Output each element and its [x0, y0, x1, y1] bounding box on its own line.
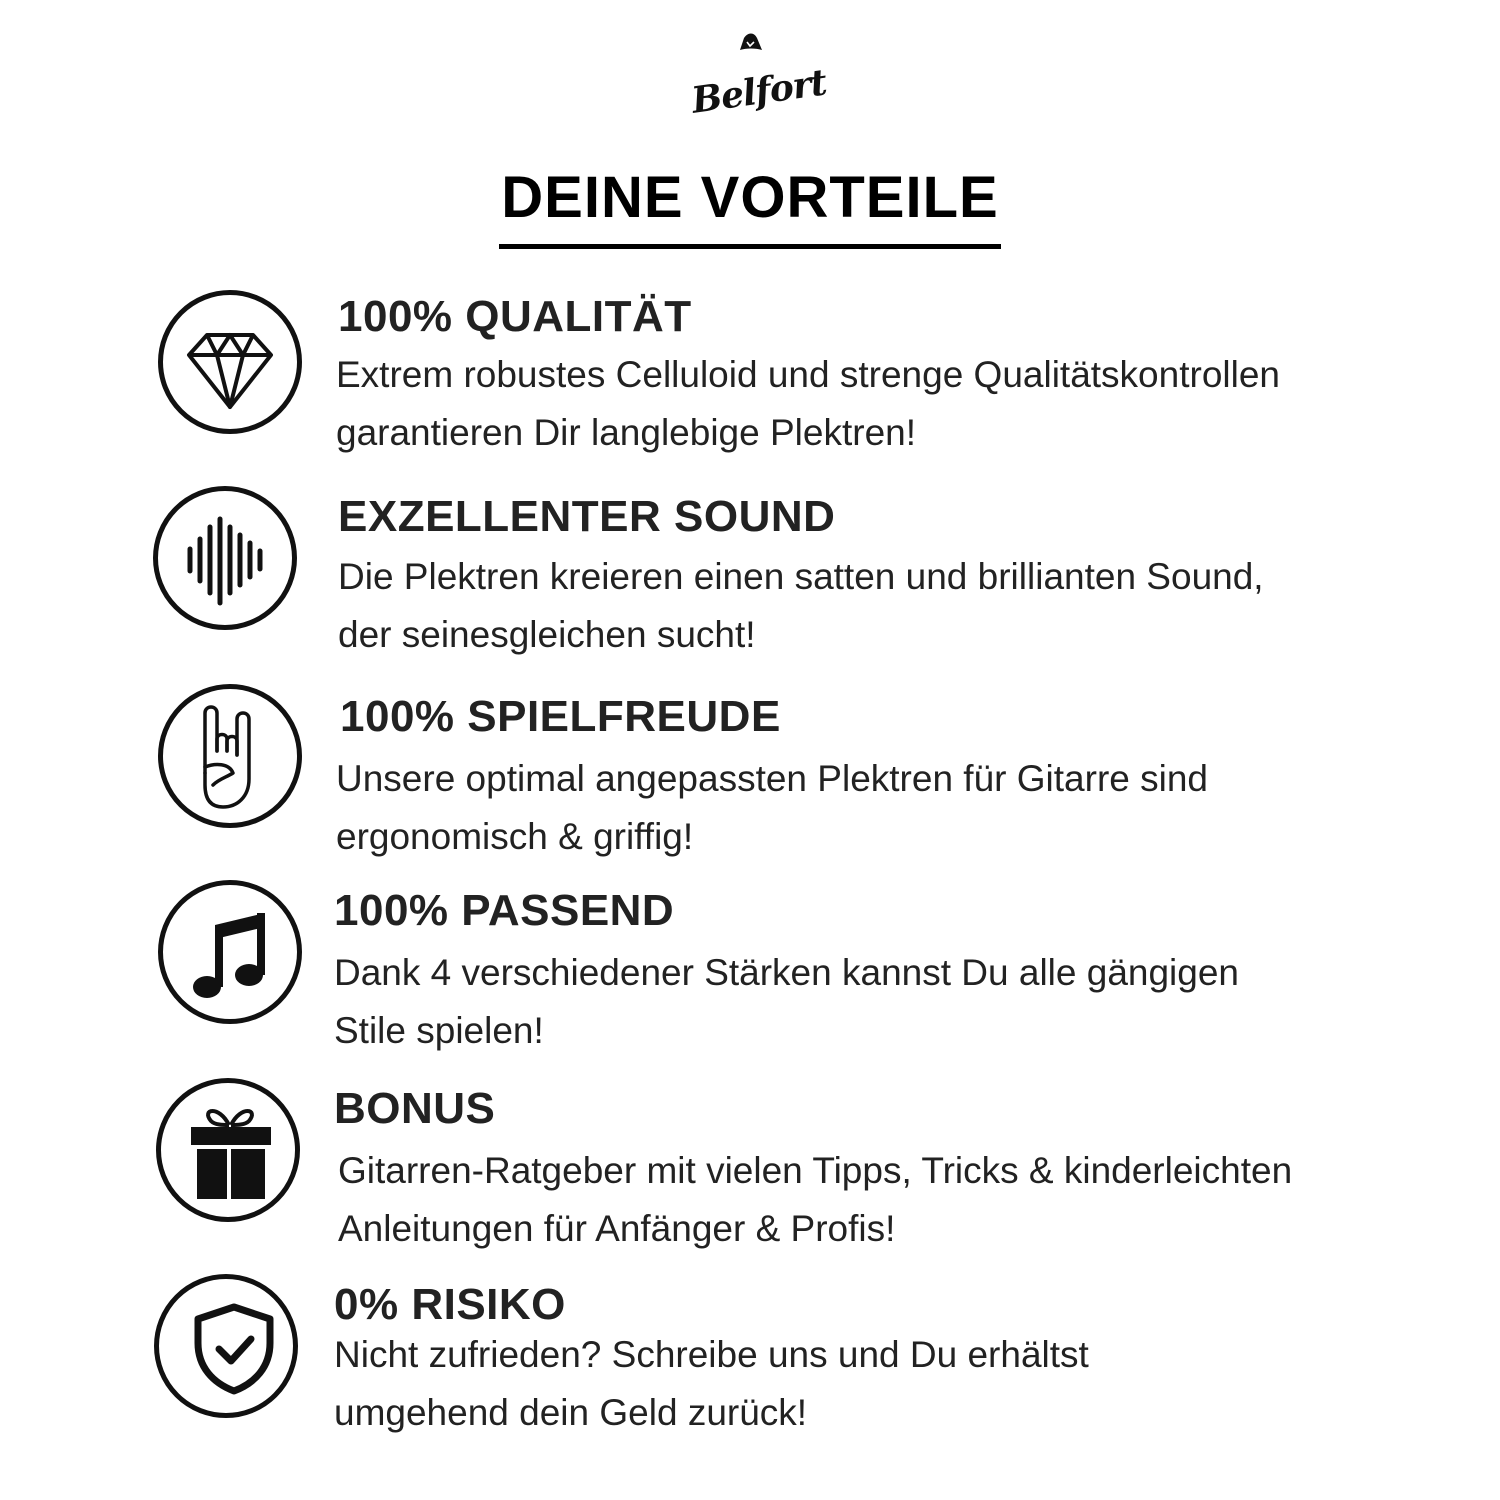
feature-description-line: umgehend dein Geld zurück! — [334, 1392, 808, 1433]
feature-description-line: ergonomisch & griffig! — [336, 816, 694, 857]
music-note-icon — [163, 885, 297, 1019]
brand-logo — [686, 28, 829, 128]
feature-quality — [0, 290, 1500, 470]
diamond-icon — [163, 295, 297, 429]
rock-hand-icon — [163, 689, 297, 823]
feature-title: 100% QUALITÄT — [338, 292, 692, 341]
feature-icon-circle — [154, 1274, 298, 1418]
brand-wordmark: Belfort — [689, 61, 829, 122]
feature-icon-circle — [153, 486, 297, 630]
feature-description-line: Extrem robustes Celluloid und strenge Qualitätskontrollen — [336, 354, 1280, 395]
feature-description-line: Anleitungen für Anfänger & Profis! — [338, 1208, 896, 1249]
feature-title: BONUS — [334, 1084, 496, 1133]
feature-title: EXZELLENTER SOUND — [338, 492, 836, 541]
feature-playing-joy — [0, 682, 1500, 862]
feature-description-line: Stile spielen! — [334, 1010, 544, 1051]
feature-description-line: Unsere optimal angepassten Plektren für Gitarre sind — [336, 758, 1208, 799]
feature-description-line: Die Plektren kreieren einen satten und brillianten Sound, — [338, 556, 1264, 597]
feature-description-line: der seinesgleichen sucht! — [338, 614, 756, 655]
feature-icon-circle — [158, 684, 302, 828]
page-heading — [0, 166, 1500, 249]
feature-fitting — [0, 880, 1500, 1060]
feature-description-line: garantieren Dir langlebige Plektren! — [336, 412, 917, 453]
feature-description-line: Nicht zufrieden? Schreibe uns und Du erhältst — [334, 1334, 1089, 1375]
feature-title: 100% SPIELFREUDE — [340, 692, 781, 741]
page-title: DEINE VORTEILE — [499, 166, 1000, 249]
feature-title: 0% RISIKO — [334, 1280, 566, 1329]
feature-title: 100% PASSEND — [334, 886, 675, 935]
feature-icon-circle — [156, 1078, 300, 1222]
feature-icon-circle — [158, 290, 302, 434]
feature-no-risk — [0, 1274, 1500, 1454]
feature-bonus — [0, 1078, 1500, 1258]
sound-wave-icon — [158, 491, 292, 625]
feature-sound — [0, 486, 1500, 666]
feature-description-line: Dank 4 verschiedener Stärken kannst Du alle gängigen — [334, 952, 1240, 993]
shield-check-icon — [159, 1279, 293, 1413]
feature-icon-circle — [158, 880, 302, 1024]
gift-icon — [161, 1083, 295, 1217]
feature-description-line: Gitarren-Ratgeber mit vielen Tipps, Tricks & kinderleichten — [338, 1150, 1293, 1191]
